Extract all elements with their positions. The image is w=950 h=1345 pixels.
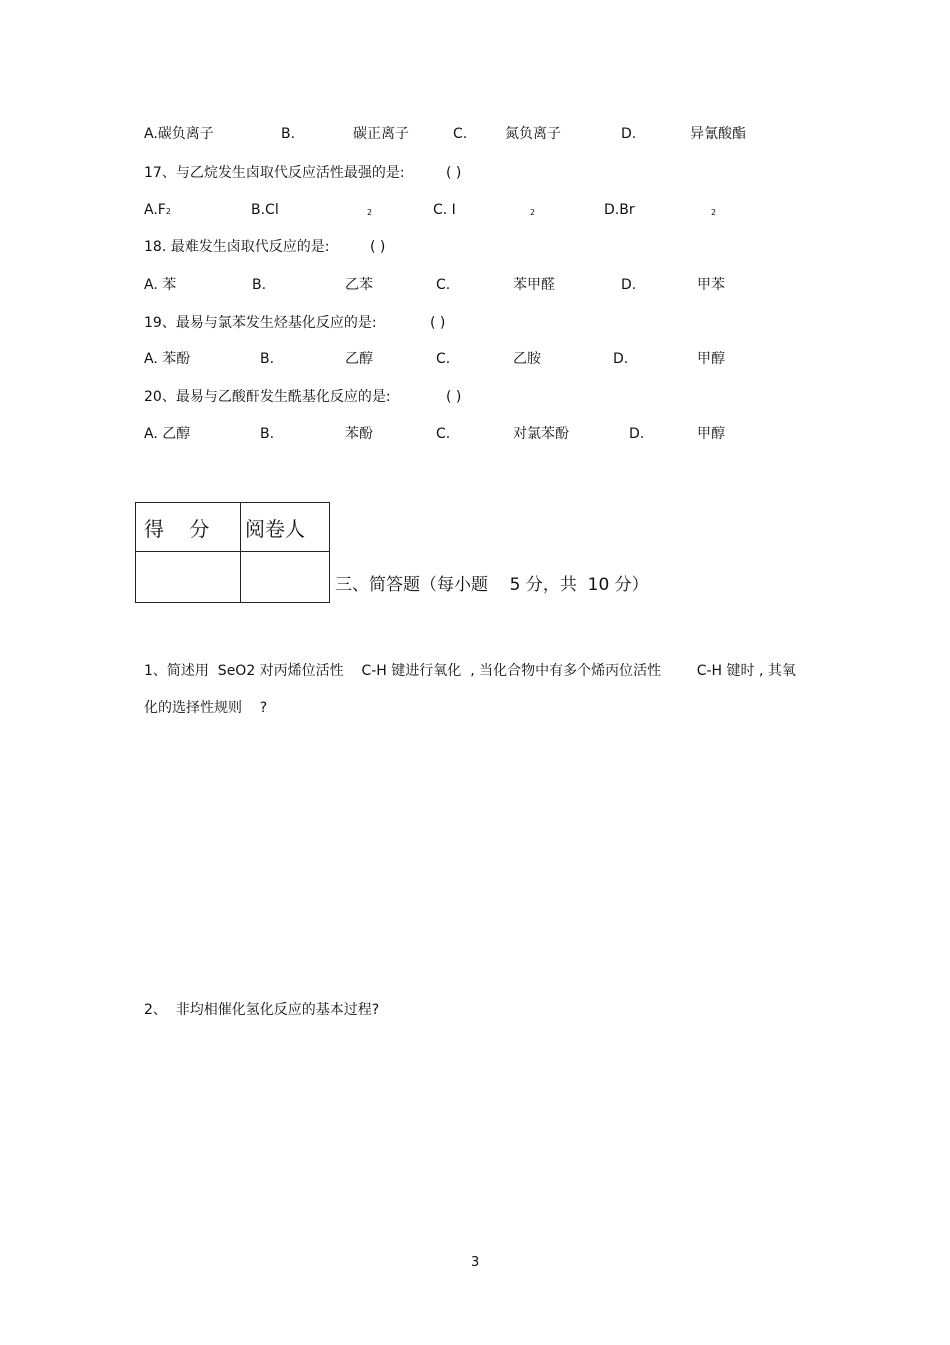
q20-option-b-text: 苯酚 [345, 426, 373, 442]
q16-option-c-text: 氮负离子 [505, 126, 561, 142]
q17-option-d: D.Br [604, 202, 635, 218]
q18-stem: 18. 最难发生卤取代反应的是: [144, 239, 330, 255]
q18-option-d-letter: D. [621, 277, 637, 293]
q18-option-b-text: 乙苯 [345, 277, 373, 293]
q17-option-a: A.F2 [144, 202, 171, 218]
q19-option-c-text: 乙胺 [513, 351, 541, 367]
q20-option-c-letter: C. [436, 426, 451, 442]
score-table [135, 502, 330, 603]
q17-answer-blank: ( ) [446, 165, 462, 181]
q20-option-b-letter: B. [260, 426, 275, 442]
short-answer-1-line-1: 1、简述用 SeO2 对丙烯位活性 C-H 键进行氧化 , 当化合物中有多个烯丙位活性 C-H 键时 , 其氧 [144, 663, 796, 679]
q20-stem: 20、最易与乙酸酐发生酰基化反应的是: [144, 389, 391, 405]
score-label: 得 分 [136, 503, 241, 552]
grader-cell[interactable] [241, 552, 330, 603]
q20-option-a: A. 乙醇 [144, 426, 191, 442]
q18-option-c-letter: C. [436, 277, 451, 293]
q19-option-d-letter: D. [613, 351, 629, 367]
q19-option-a: A. 苯酚 [144, 351, 191, 367]
q18-option-a: A. 苯 [144, 277, 177, 293]
q19-option-b-letter: B. [260, 351, 275, 367]
q16-option-b-letter: B. [281, 126, 296, 142]
short-answer-1-line-2: 化的选择性规则 ? [144, 700, 268, 716]
q17-option-c: C. I [433, 202, 456, 218]
q18-answer-blank: ( ) [370, 239, 386, 255]
q16-option-c-letter: C. [453, 126, 468, 142]
q18-option-c-text: 苯甲醛 [513, 277, 555, 293]
q19-option-c-letter: C. [436, 351, 451, 367]
q17-stem: 17、与乙烷发生卤取代反应活性最强的是: [144, 165, 405, 181]
short-answer-2: 2、 非均相催化氢化反应的基本过程? [144, 1002, 380, 1018]
q19-option-d-text: 甲醇 [697, 351, 725, 367]
q16-option-d-letter: D. [621, 126, 637, 142]
q20-answer-blank: ( ) [446, 389, 462, 405]
q17-option-b-subscript: 2 [367, 208, 373, 217]
q19-stem: 19、最易与氯苯发生烃基化反应的是: [144, 315, 377, 331]
q18-option-b-letter: B. [252, 277, 267, 293]
q19-option-b-text: 乙醇 [345, 351, 373, 367]
grader-label: 阅卷人 [241, 503, 330, 552]
page-number: 3 [471, 1255, 480, 1270]
q16-option-d-text: 异氰酸酯 [690, 126, 746, 142]
q17-option-d-subscript: 2 [711, 208, 717, 217]
score-cell[interactable] [136, 552, 241, 603]
q19-answer-blank: ( ) [430, 315, 446, 331]
q17-option-b: B.Cl [251, 202, 279, 218]
section-3-title: 三、简答题（每小题 5 分，共 10 分） [335, 575, 649, 595]
q20-option-d-letter: D. [629, 426, 645, 442]
q20-option-c-text: 对氯苯酚 [513, 426, 569, 442]
q20-option-d-text: 甲醇 [697, 426, 725, 442]
q18-option-d-text: 甲苯 [697, 277, 725, 293]
q17-option-c-subscript: 2 [530, 208, 536, 217]
q16-option-a: A.碳负离子 [144, 126, 214, 142]
q16-option-b-text: 碳正离子 [353, 126, 409, 142]
